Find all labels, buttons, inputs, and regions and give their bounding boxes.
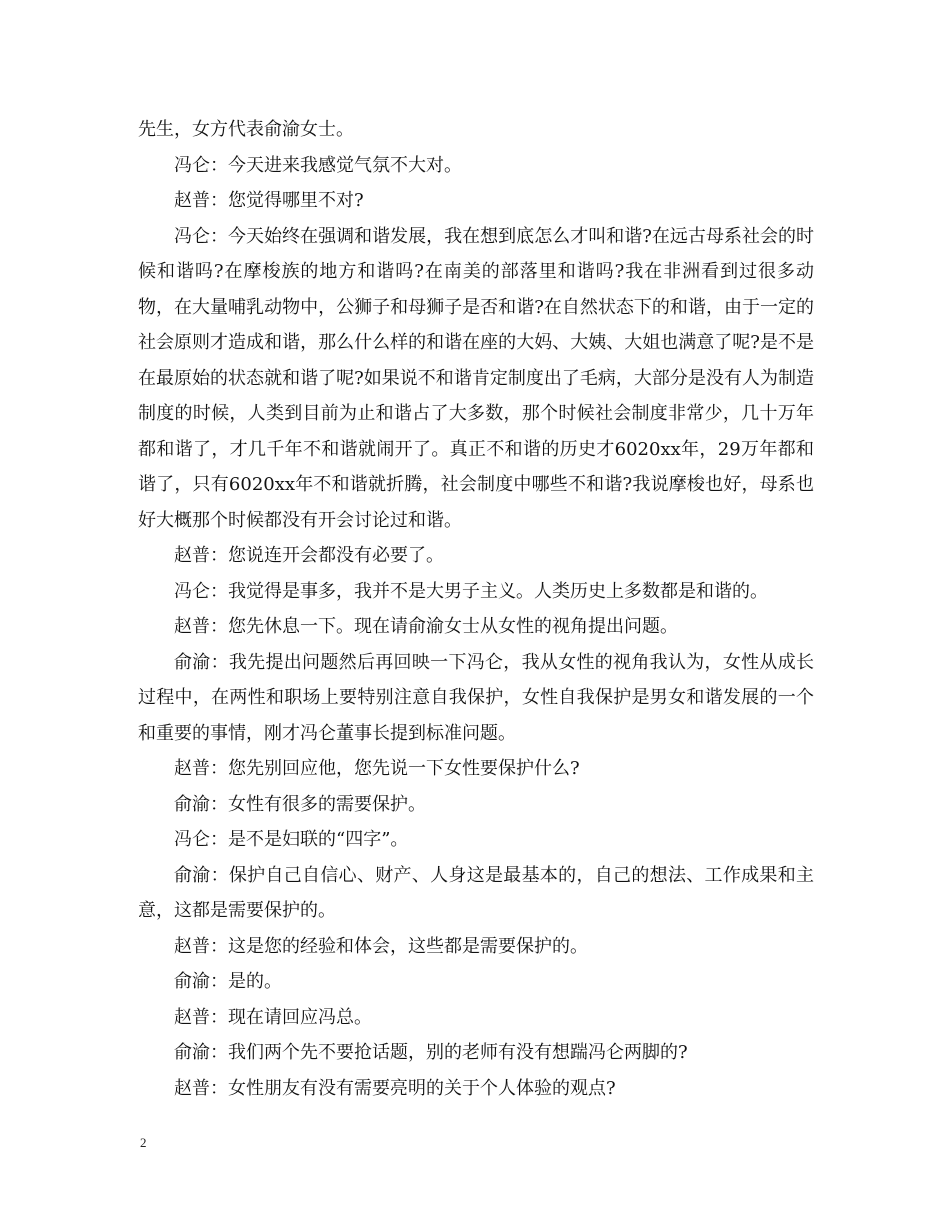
- paragraph: 赵普：女性朋友有没有需要亮明的关于个人体验的观点?: [174, 1077, 616, 1099]
- paragraph: 赵普：您先休息一下。现在请俞渝女士从女性的视角提出问题。: [174, 616, 678, 637]
- paragraph: 冯仑：今天始终在强调和谐发展，我在想到底怎么才叫和谐?在远古母系社会的时候和谐吗?在摩梭族的地方和谐吗?在南美的部落里和谐吗?我在非洲看到过很多动物，在大量哺乳动物中，公狮子和母狮子是否和谐?在自然状态下的和谐，由于一定的社会原则才造成和谐，那么什么样的和谐在座的大妈、大姨、大姐也满意了呢?是不是在最原始的状态就和谐了呢?如果说不和谐肯定制度出了毛病，大部分是没有人为制造制度的时候，人类到目前为止和谐占了大多数，那个时候社会制度非常少，几十万年都和谐了，才几千年不和谐就闹开了。真正不和谐的历史才6020xx年，29万年都和谐了，只有6020xx年不和谐就折腾，社会制度中哪些不和谐?我说摩梭也好，母系也好大概那个时候都没有开会讨论过和谐。: [138, 225, 814, 531]
- paragraph: 俞渝：是的。: [174, 971, 282, 992]
- paragraph: 冯仑：是不是妇联的“四字”。: [174, 829, 409, 850]
- paragraph: 先生，女方代表俞渝女士。: [138, 119, 354, 140]
- paragraph: 俞渝：我们两个先不要抢话题，别的老师有没有想踹冯仑两脚的?: [174, 1042, 688, 1063]
- paragraph: 俞渝：女性有很多的需要保护。: [174, 793, 426, 815]
- paragraph: 赵普：您说连开会都没有必要了。: [174, 545, 444, 566]
- paragraph: 冯仑：今天进来我感觉气氛不大对。: [174, 154, 462, 176]
- paragraph: 冯仑：我觉得是事多，我并不是大男子主义。人类历史上多数都是和谐的。: [174, 580, 768, 602]
- page-number: 2: [140, 1135, 147, 1150]
- paragraph: 赵普：您觉得哪里不对?: [174, 190, 364, 211]
- paragraph: 赵普：您先别回应他，您先说一下女性要保护什么?: [174, 758, 580, 779]
- paragraph: 俞渝：我先提出问题然后再回映一下冯仑，我从女性的视角我认为，女性从成长过程中，在两性和职场上要特别注意自我保护，女性自我保护是男女和谐发展的一个和重要的事情，刚才冯仑董事长提到标准问题。: [138, 651, 814, 744]
- paragraph: 俞渝：保护自己自信心、财产、人身这是最基本的，自己的想法、工作成果和主意，这都是需要保护的。: [138, 864, 814, 921]
- paragraph: 赵普：这是您的经验和体会，这些都是需要保护的。: [174, 935, 588, 957]
- document-body: [138, 112, 814, 1106]
- paragraph: 赵普：现在请回应冯总。: [174, 1006, 372, 1028]
